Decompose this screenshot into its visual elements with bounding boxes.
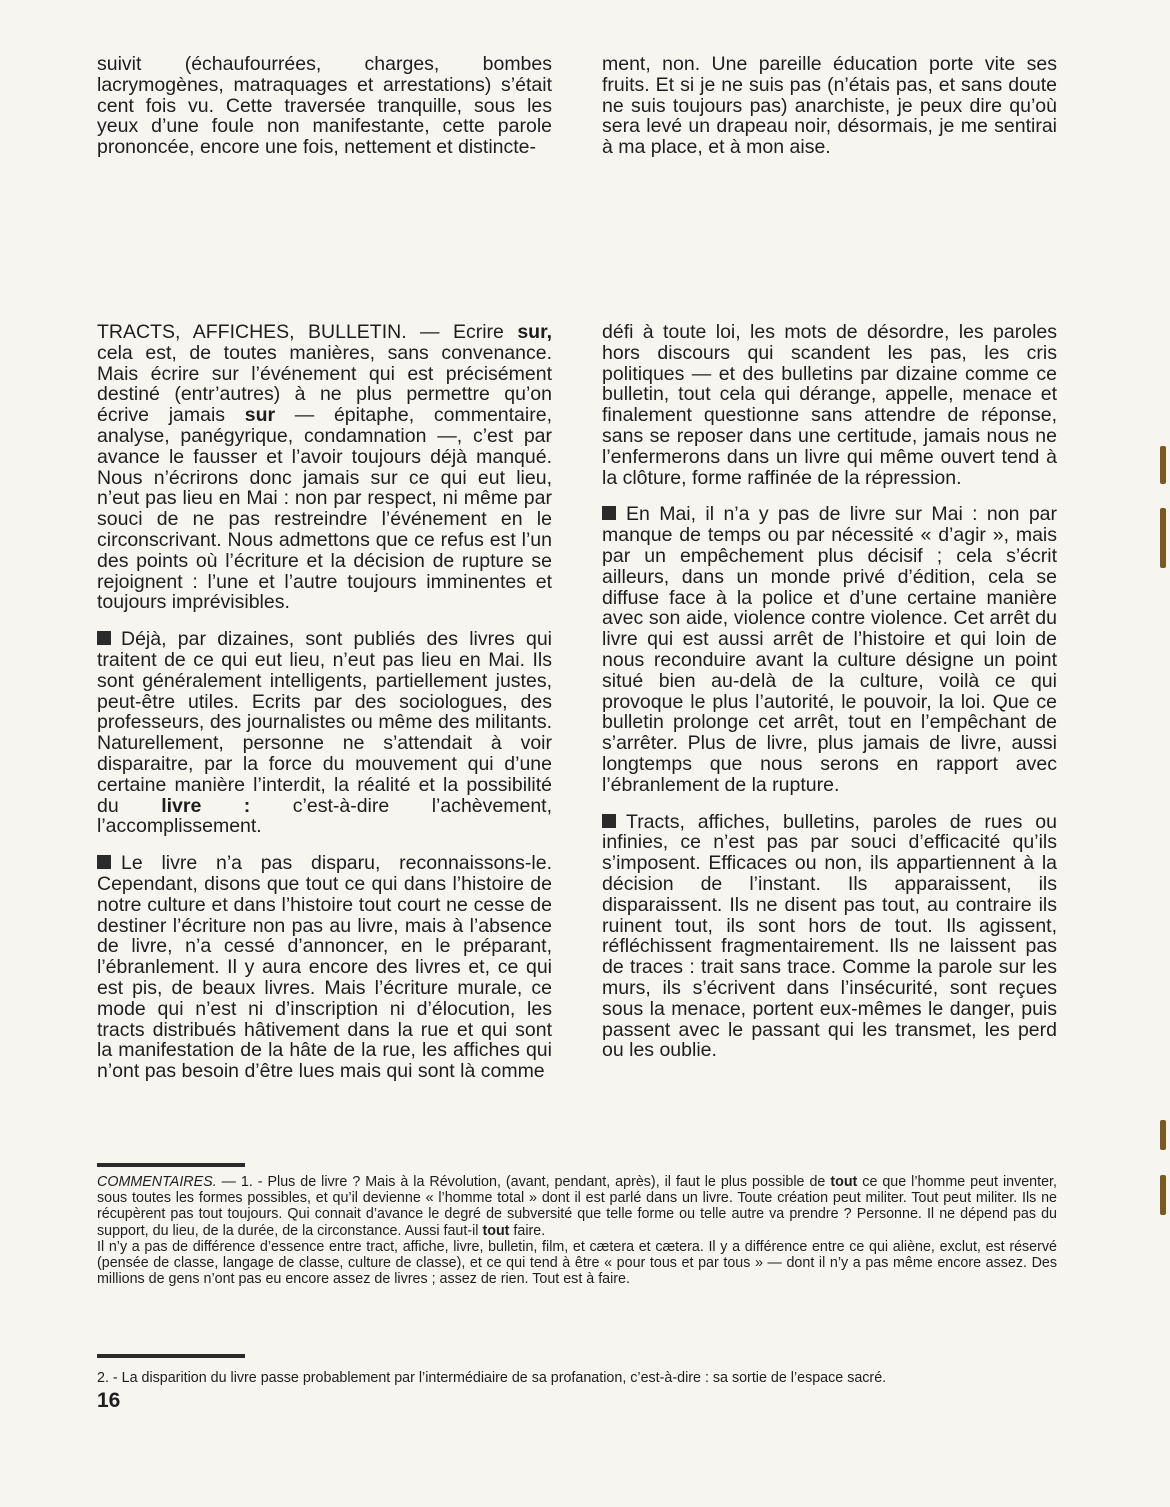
binding-mark — [1160, 1175, 1166, 1215]
section-paragraph-6 — [602, 812, 1057, 1062]
footnote-rule — [97, 1354, 245, 1358]
text-run: cela est, de toutes manières, sans convenance. Mais écrire sur l’événement qui est précisément destiné (entr’autres) à ne plus permettre qu’on écrive jamais — [97, 341, 552, 427]
footnote-1 — [97, 1174, 1057, 1287]
binding-mark — [1160, 508, 1166, 568]
top-left-paragraph — [97, 54, 552, 158]
text-run: — Ecrire — [406, 321, 518, 343]
binding-mark — [1160, 1120, 1166, 1150]
footnote-2-paragraph: 2. - La disparition du livre passe probablement par l’intermédiaire de sa profanation, c’est-à-dire : sa sortie de l’espace sacré. — [97, 1370, 887, 1386]
section-right-column — [602, 322, 1057, 1061]
top-left-text: suivit (échaufourrées, charges, bombes lacrymogènes, matraquages et arrestations) s’était cent fois vu. Cette traversée tranquille, sous les yeux d’une foule non manifestante, cette parole prononcée, encore une fois, nettement et distincte- — [97, 53, 552, 159]
footnote-2 — [97, 1370, 1057, 1386]
section-left-column — [97, 322, 552, 1082]
top-right-text: ment, non. Une pareille éducation porte vite ses fruits. Et si je ne suis pas (n’étais pas, et sans doute ne suis toujours pas) anarchiste, je peux dire qu’où sera levé un drapeau noir, désormais, je me sentirai à ma place, et à mon aise. — [602, 53, 1057, 159]
bold-run: tout — [482, 1222, 510, 1239]
bold-run: sur — [244, 404, 276, 427]
section-paragraph-4: défi à toute loi, les mots de désordre, les paroles hors discours qui scandent les pas, les cris politiques — et des bulletins par dizaine comme ce bulletin, tout cela qui dérange, appelle, menace et finalement questionne sans attendre de réponse, sans se reposer dans une certitude, jamais nous ne l’enfermerons dans un livre qui même ouvert tend à la clôture, forme raffinée de la répression. — [602, 321, 1057, 489]
square-bullet-icon — [602, 814, 616, 828]
bold-run: tout — [830, 1174, 858, 1190]
text-run: ce que l’homme peut inventer, sous toutes les formes possibles, et qu’il devienne « l’homme total » dont il est parlé dans un livre. Toute création peut militer. Tout peut militer. Ils ne récupèrent pas tout toujours. Qui connait d’avance le degré de subversité que telle forme ou telle autre va prendre ? Personne. Il ne dépend pas du support, du lieu, de la durée, de la circonstance. Aussi faut-il — [97, 1174, 1057, 1239]
footnote-1b-paragraph: Il n’y a pas de différence d’essence entre tract, affiche, livre, bulletin, film, et cætera et cætera. Il y a différence entre ce qui aliène, exclut, est réservé (pensée de classe, langage de classe, culture de classe), et ce qui tend à être « pour tous et par tous » — dont il n’y a pas même encore assez. Des millions de gens n’ont pas eu encore assez de livres ; assez de rien. Tout est à faire. — [97, 1238, 1057, 1288]
section-heading: TRACTS, AFFICHES, BULLETIN. — [97, 321, 407, 343]
text-run: En Mai, il n’a y pas de livre sur Mai : non par manque de temps ou par nécessité « d’agir », mais par un empêchement plus décisif ; cela s’écrit ailleurs, dans un monde privé d’édition, cela se diffuse face à la police et d’une certaine manière avec son aide, violence contre violence. Cet arrêt du livre qui est aussi arrêt de l’histoire et qui loin de nous reconduire avant la culture désigne un point situé bien au-delà de la culture, voilà ce qui provoque le plus l’autorité, le pouvoir, la loi. Que ce bulletin prolonge cet arrêt, tout en l’empêchant de s’arrêter. Plus de livre, plus jamais de livre, aussi longtemps que nous serons en rapport avec l’ébranlement de la rupture. — [602, 503, 1057, 796]
section-paragraph-5 — [602, 504, 1057, 795]
top-right-paragraph — [602, 54, 1057, 158]
text-run: Tracts, affiches, bulletins, paroles de rues ou infinies, ce n’est pas par souci d’efficacité qu’ils s’imposent. Efficaces ou non, ils appartiennent à la décision de l’instant. Ils apparaissent, ils disparaissent. Ils ne disent pas tout, au contraire ils ruinent tout, ils sont hors de tout. Ils agissent, réfléchissent fragmentairement. Ils ne laissent pas de traces : trait sans trace. Comme la parole sur les murs, ils s’écrivent dans l’insécurité, sont reçues sous la menace, portent eux-mêmes le danger, puis passent avec le passant qui les transmet, les perd ou les oublie. — [602, 810, 1057, 1062]
footnote-1-paragraph — [97, 1174, 1057, 1239]
text-run: Déjà, par dizaines, sont publiés des livres qui traitent de ce qui eut lieu, n’eut pas lieu en Mai. Ils sont généralement intelligents, partiellement justes, peut-être utiles. Ecrits par des sociologues, des professeurs, des journalistes ou même des militants. Naturellement, personne ne s’attendait à voir disparaitre, par la force du mouvement qui d’une certaine manière l’interdit, la réalité et la possibilité du — [97, 628, 552, 817]
section-paragraph-3 — [97, 853, 552, 1082]
page-number: 16 — [97, 1389, 121, 1412]
bold-run: livre : — [161, 794, 251, 817]
binding-mark — [1160, 446, 1166, 484]
footnote-rule — [97, 1163, 245, 1167]
text-run: — épitaphe, commentaire, analyse, panégyrique, condamnation —, c’est par avance le fausser et l’avoir toujours déjà manqué. Nous n’écrirons donc jamais sur ce qui eut lieu, n’eut pas lieu en Mai : non par respect, ni même par souci de ne pas restreindre l’événement en le circonscrivant. Nous admettons que ce refus est l’un des points où l’écriture et la décision de rupture se rejoignent : l’une et l’autre toujours imminentes et toujours imprévisibles. — [97, 404, 552, 614]
text-run: faire. — [509, 1222, 546, 1239]
bold-run: sur, — [517, 321, 552, 343]
square-bullet-icon — [602, 506, 616, 520]
text-run: — 1. - Plus de livre ? Mais à la Révolution, (avant, pendant, après), il faut le plus possible de — [216, 1174, 831, 1190]
text-run: c’est-à-dire l’achèvement, l’accomplissement. — [97, 794, 553, 838]
square-bullet-icon — [97, 855, 111, 869]
section-paragraph-2 — [97, 629, 552, 837]
text-run: Le livre n’a pas disparu, reconnaissons-le. Cependant, disons que tout ce qui dans l’histoire de notre culture et dans l’histoire tout court ne cesse de destiner l’écriture non pas au livre, mais à l’absence de livre, n’a cessé d’annoncer, en le préparant, l’ébranlement. Il y aura encore des livres et, ce qui est pis, de beaux livres. Mais l’écriture murale, ce mode qui n’est ni d’inscription ni d’élocution, les tracts distribués hâtivement dans la rue et qui sont la manifestation de la hâte de la rue, les affiches qui n’ont pas besoin d’être lues mais qui sont là comme — [97, 852, 552, 1083]
footnote-label: COMMENTAIRES. — [97, 1174, 217, 1190]
section-paragraph-1 — [97, 322, 552, 613]
square-bullet-icon — [97, 631, 111, 645]
